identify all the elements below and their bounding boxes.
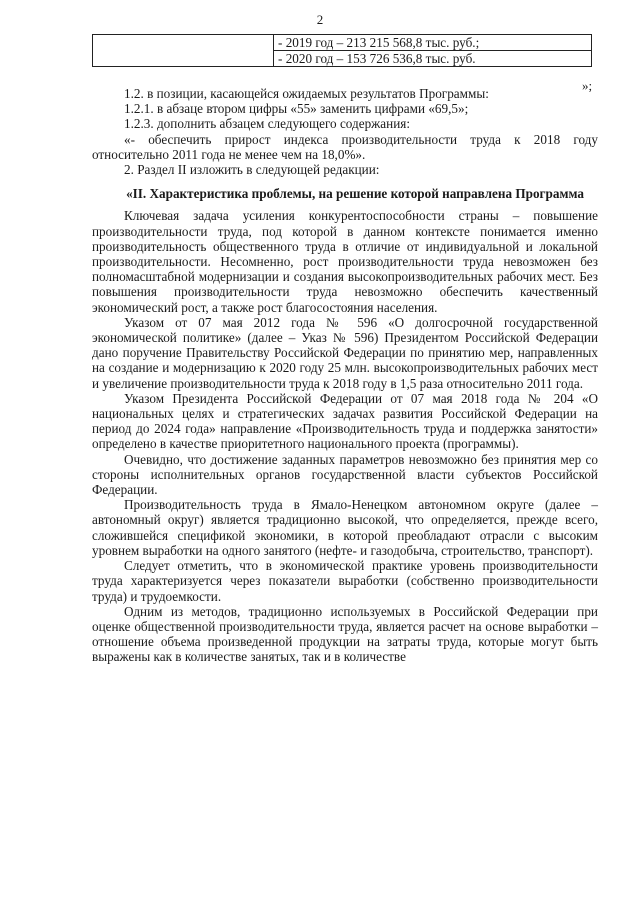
section-heading: «II. Характеристика проблемы, на решение которой направлена Программа [126, 186, 584, 202]
paragraph: Указом Президента Российской Федерации от 07 мая 2018 года № 204 «О национальных целях и стратегических задачах развития Российской Федерации на период до 2024 года» направление «Производительность труда и поддержка занятости» определено в качестве приоритетного национального проекта (программы). [92, 390, 598, 452]
table-cell: - 2020 год – 153 726 536,8 тыс. руб. [274, 51, 592, 67]
paragraph: Производительность труда в Ямало-Ненецком автономном округе (далее – автономный округ) является традиционно высокой, что определяется, прежде всего, сложившейся спецификой экономики, в которой преобладают отрасли с высоким уровнем выработки на одного занятого (нефте- и газодобыча, строительство, транспорт). [92, 497, 598, 558]
table-row [93, 35, 592, 51]
table-cell: - 2019 год – 213 215 568,8 тыс. руб.; [274, 35, 592, 51]
table-label-cell [93, 35, 274, 67]
paragraph: Следует отметить, что в экономической практике уровень производительности труда характеризуется через показатели выработки (собственно производительности труда) и трудоемкости. [92, 558, 598, 604]
page-number: 2 [316, 12, 324, 27]
paragraph: «- обеспечить прирост индекса производительности труда к 2018 году относительно 2011 года не менее чем на 18,0%». [92, 131, 598, 162]
paragraph: Указом от 07 мая 2012 года № 596 «О долгосрочной государственной экономической политике» (далее – Указ № 596) Президентом Российской Федерации дано поручение Правительству Российской Федерации по принятию мер, направленных на создание и модернизацию к 2020 году 25 млн. высокопроизводительных рабочих мест и увеличение производительности труда к 2018 году в 1,5 раза относительно 2011 года. [92, 314, 598, 391]
table-closing-quote: »; [582, 78, 593, 93]
paragraph: Одним из методов, традиционно используемых в Российской Федерации при оценке общественной производительности труда, является расчет на основе выработки – отношение объема произведенной продукции на затраты труда, которые могут быть выражены как в количестве занятых, так и в количестве [92, 603, 598, 665]
paragraph: 1.2.3. дополнить абзацем следующего содержания: [124, 116, 410, 132]
paragraph: 1.2.1. в абзаце втором цифры «55» заменить цифрами «69,5»; [124, 101, 469, 117]
paragraph: 1.2. в позиции, касающейся ожидаемых результатов Программы: [124, 86, 489, 101]
paragraph: Ключевая задача усиления конкурентоспособности страны – повышение производительности труда, под которой в данном контексте понимается именно производительность общественного труда в отличие от индивидуальной и локальной производительности. Несомненно, рост производительности труда невозможен без полномасштабной модернизации и создания высокопроизводительных рабочих мест. Без повышения производительности труда невозможно обеспечить качественный экономический рост, а также рост благосостояния населения. [92, 208, 598, 315]
paragraph: Очевидно, что достижение заданных параметров невозможно без принятия мер со стороны исполнительных органов государственной власти субъектов Российской Федерации. [92, 451, 598, 498]
document-body [92, 86, 598, 665]
financing-table [92, 34, 592, 67]
paragraph: 2. Раздел II изложить в следующей редакции: [124, 162, 380, 178]
